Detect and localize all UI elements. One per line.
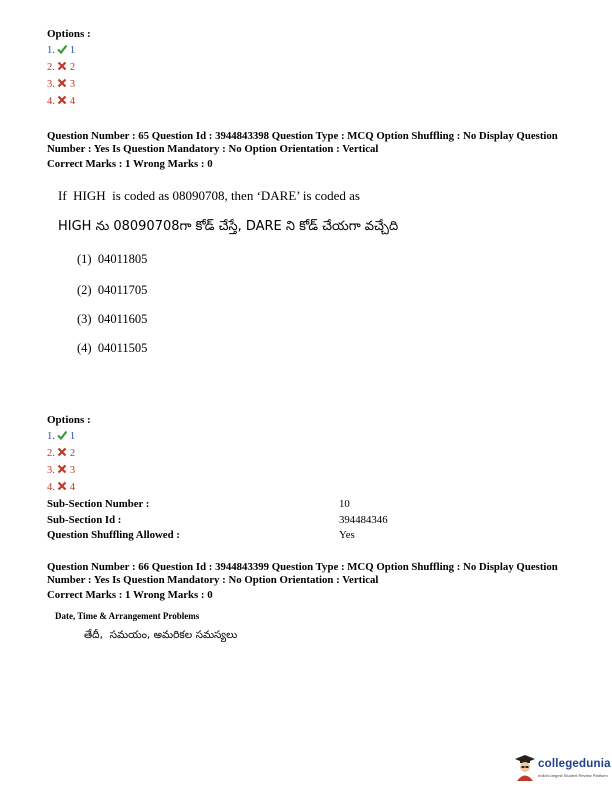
- options-title: Options :: [47, 414, 91, 426]
- option-row: [47, 44, 75, 57]
- option-number: 1.: [47, 45, 55, 56]
- question-marks: Correct Marks : 1 Wrong Marks : 0: [47, 589, 213, 601]
- option-row: [47, 78, 75, 91]
- answer-choice: (3) 04011605: [77, 312, 148, 326]
- subsection-number-label: Sub-Section Number :: [47, 498, 150, 510]
- option-value: 1: [69, 431, 76, 442]
- question-text-english: If HIGH is coded as 08090708, then ‘DARE’ is coded as: [58, 188, 360, 203]
- option-row: [47, 447, 75, 460]
- subsection-id-row: [47, 514, 388, 527]
- option-value: 1: [69, 45, 76, 56]
- question-header-line: Number : Yes Is Question Mandatory : No Option Orientation : Vertical: [47, 143, 379, 155]
- question-shuffling-value: Yes: [339, 529, 355, 541]
- cross-icon: [57, 481, 67, 491]
- question-marks: Correct Marks : 1 Wrong Marks : 0: [47, 158, 213, 170]
- collegedunia-logo: [514, 752, 611, 786]
- option-row: [47, 95, 75, 108]
- check-icon: [57, 430, 67, 440]
- option-value: 2: [69, 62, 76, 73]
- subsection-number-value: 10: [339, 498, 350, 510]
- topic-english: Date, Time & Arrangement Problems: [55, 611, 200, 621]
- question-header-line: Question Number : 66 Question Id : 3944843399 Question Type : MCQ Option Shuffling : No Display Question: [47, 561, 558, 573]
- subsection-id-label: Sub-Section Id :: [47, 514, 122, 526]
- answer-choice: (4) 04011505: [77, 341, 148, 355]
- graduate-icon: [514, 754, 536, 782]
- option-number: 4.: [47, 482, 55, 493]
- cross-icon: [57, 464, 67, 474]
- question-shuffling-label: Question Shuffling Allowed :: [47, 529, 180, 541]
- answer-choice: (2) 04011705: [77, 283, 148, 297]
- option-value: 4: [69, 482, 76, 493]
- option-value: 4: [69, 96, 76, 107]
- answer-choice: (1) 04011805: [77, 252, 148, 266]
- option-number: 3.: [47, 79, 55, 90]
- question-text-telugu: HIGH ను 08090708గా కోడ్ చేస్తే, DARE ని కోడ్ చేయగా వచ్చేది: [58, 219, 399, 234]
- logo-wordmark: collegedunia: [538, 758, 611, 770]
- option-number: 4.: [47, 96, 55, 107]
- option-number: 2.: [47, 448, 55, 459]
- option-row: [47, 464, 75, 477]
- option-row: [47, 481, 75, 494]
- option-value: 3: [69, 465, 76, 476]
- subsection-id-value: 394484346: [339, 514, 388, 526]
- option-number: 1.: [47, 431, 55, 442]
- cross-icon: [57, 78, 67, 88]
- question-header-line: Number : Yes Is Question Mandatory : No Option Orientation : Vertical: [47, 574, 379, 586]
- question-header-line: Question Number : 65 Question Id : 3944843398 Question Type : MCQ Option Shuffling : No Display Question: [47, 130, 558, 142]
- cross-icon: [57, 95, 67, 105]
- question-shuffling-row: [47, 529, 355, 542]
- logo-tagline: India's largest Student Review Platform: [538, 773, 608, 778]
- topic-telugu: తేదీ, సమయం, అమరికల సమస్యలు: [84, 629, 238, 641]
- check-icon: [57, 44, 67, 54]
- option-value: 2: [69, 448, 76, 459]
- subsection-number-row: [47, 498, 350, 511]
- option-row: [47, 430, 75, 443]
- option-number: 2.: [47, 62, 55, 73]
- cross-icon: [57, 447, 67, 457]
- question-header: [47, 130, 587, 156]
- option-value: 3: [69, 79, 76, 90]
- option-row: [47, 61, 75, 74]
- option-number: 3.: [47, 465, 55, 476]
- question-header: [47, 561, 587, 587]
- options-title: Options :: [47, 28, 91, 40]
- cross-icon: [57, 61, 67, 71]
